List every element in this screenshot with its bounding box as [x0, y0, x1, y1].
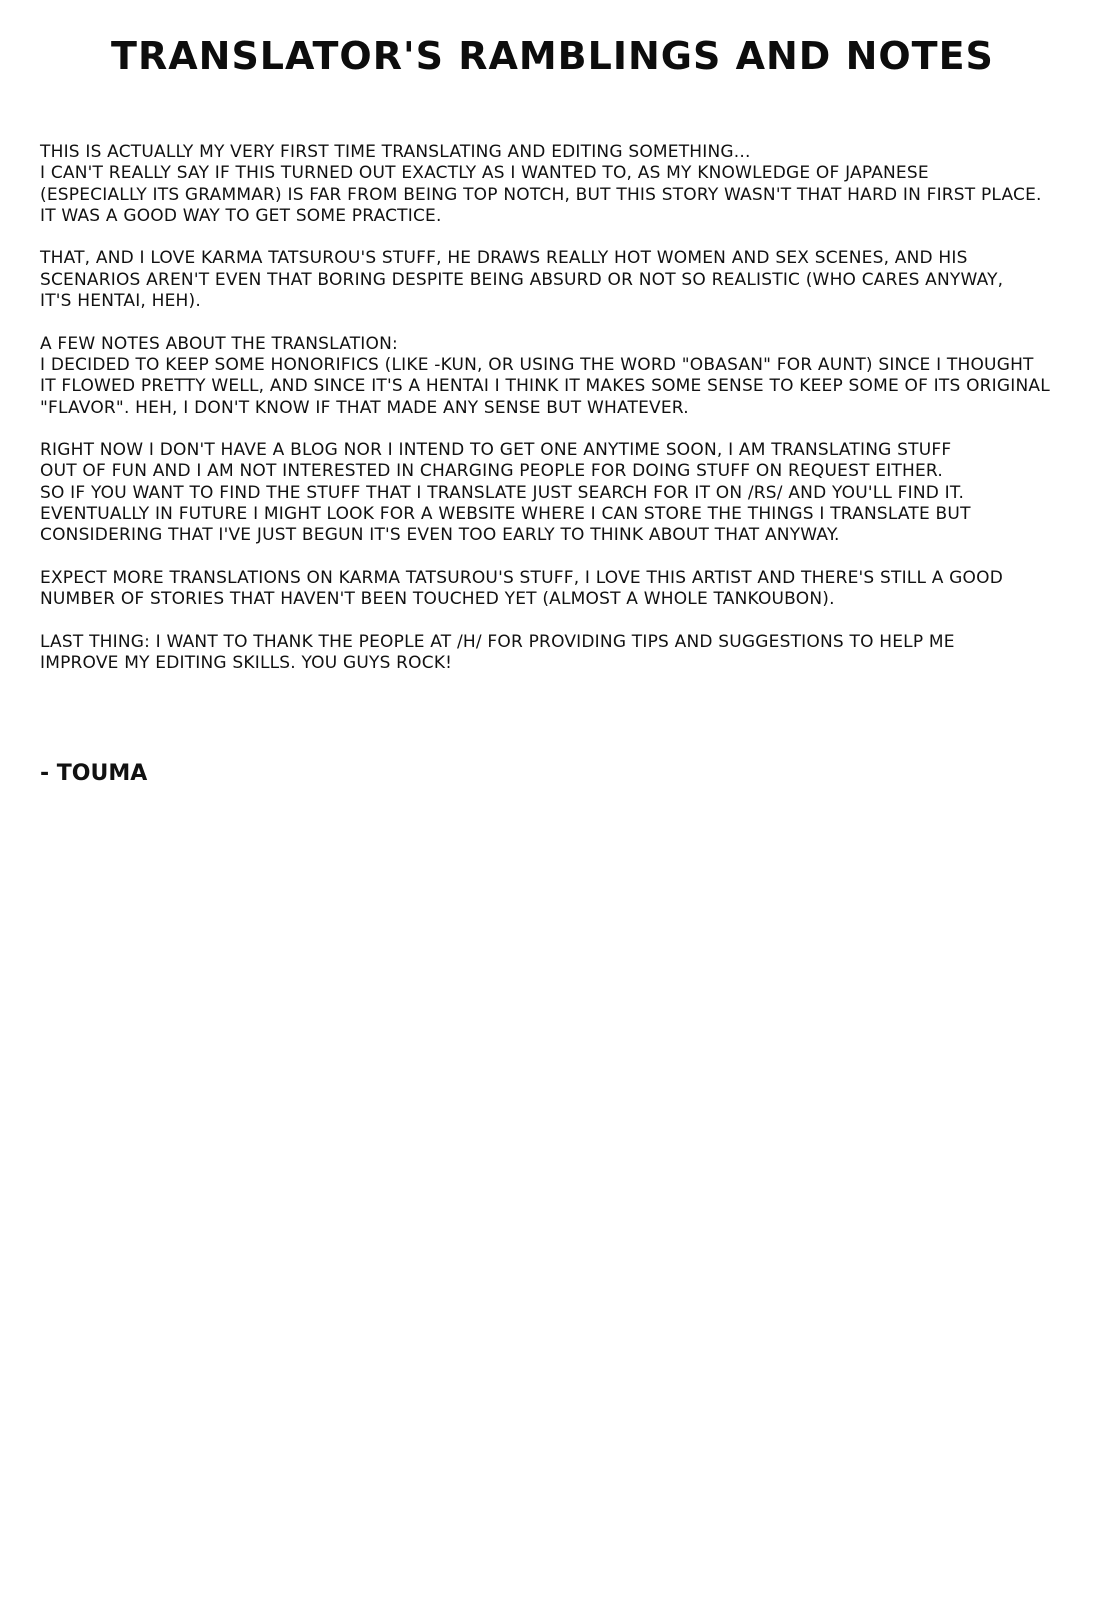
paragraph-artist	[40, 248, 1080, 312]
text-line: SCENARIOS AREN'T EVEN THAT BORING DESPITE BEING ABSURD OR NOT SO REALISTIC (WHO CARES ANYWAY,	[40, 269, 1004, 290]
text-line: IT WAS A GOOD WAY TO GET SOME PRACTICE.	[40, 205, 442, 226]
paragraph-translation-notes	[40, 334, 1080, 419]
text-line: SO IF YOU WANT TO FIND THE STUFF THAT I TRANSLATE JUST SEARCH FOR IT ON /RS/ AND YOU'LL FIND IT.	[40, 482, 965, 503]
text-line: LAST THING: I WANT TO THANK THE PEOPLE AT /H/ FOR PROVIDING TIPS AND SUGGESTIONS TO HELP ME	[40, 631, 955, 652]
text-line: IT FLOWED PRETTY WELL, AND SINCE IT'S A HENTAI I THINK IT MAKES SOME SENSE TO KEEP SOME OF ITS ORIGINAL	[40, 376, 1050, 397]
paragraph-future	[40, 568, 1080, 611]
text-line: "FLAVOR". HEH, I DON'T KNOW IF THAT MADE ANY SENSE BUT WHATEVER.	[40, 397, 689, 418]
text-line: EXPECT MORE TRANSLATIONS ON KARMA TATSUROU'S STUFF, I LOVE THIS ARTIST AND THERE'S STILL A GOOD	[40, 567, 1003, 588]
text-line: RIGHT NOW I DON'T HAVE A BLOG NOR I INTEND TO GET ONE ANYTIME SOON, I AM TRANSLATING STUFF	[40, 440, 952, 461]
text-line: I CAN'T REALLY SAY IF THIS TURNED OUT EXACTLY AS I WANTED TO, AS MY KNOWLEDGE OF JAPANESE	[40, 163, 929, 184]
text-line: I DECIDED TO KEEP SOME HONORIFICS (LIKE -KUN, OR USING THE WORD "OBASAN" FOR AUNT) SINCE I THOUGHT	[40, 354, 1034, 375]
text-line: THIS IS ACTUALLY MY VERY FIRST TIME TRANSLATING AND EDITING SOMETHING...	[40, 142, 751, 162]
text-line: CONSIDERING THAT I'VE JUST BEGUN IT'S EVEN TOO EARLY TO THINK ABOUT THAT ANYWAY.	[40, 525, 840, 546]
notes-body	[40, 142, 1080, 696]
text-line: EVENTUALLY IN FUTURE I MIGHT LOOK FOR A WEBSITE WHERE I CAN STORE THE THINGS I TRANSLATE BUT	[40, 504, 971, 525]
text-line: (ESPECIALLY ITS GRAMMAR) IS FAR FROM BEING TOP NOTCH, BUT THIS STORY WASN'T THAT HARD IN FIRST PLACE.	[40, 184, 1042, 205]
text-line: NUMBER OF STORIES THAT HAVEN'T BEEN TOUCHED YET (ALMOST A WHOLE TANKOUBON).	[40, 589, 835, 610]
paragraph-thanks	[40, 632, 1080, 675]
text-line: A FEW NOTES ABOUT THE TRANSLATION:	[40, 333, 398, 354]
paragraph-blog	[40, 440, 1080, 546]
paragraph-intro	[40, 142, 1080, 227]
text-line: OUT OF FUN AND I AM NOT INTERESTED IN CHARGING PEOPLE FOR DOING STUFF ON REQUEST EITHER.	[40, 461, 943, 482]
page-title: TRANSLATOR'S RAMBLINGS AND NOTES	[111, 34, 994, 78]
text-line: IT'S HENTAI, HEH).	[40, 291, 201, 312]
text-line: IMPROVE MY EDITING SKILLS. YOU GUYS ROCK!	[40, 653, 453, 674]
text-line: THAT, AND I LOVE KARMA TATSUROU'S STUFF, HE DRAWS REALLY HOT WOMEN AND SEX SCENES, AND HIS	[40, 248, 968, 269]
signature: - TOUMA	[40, 761, 148, 786]
